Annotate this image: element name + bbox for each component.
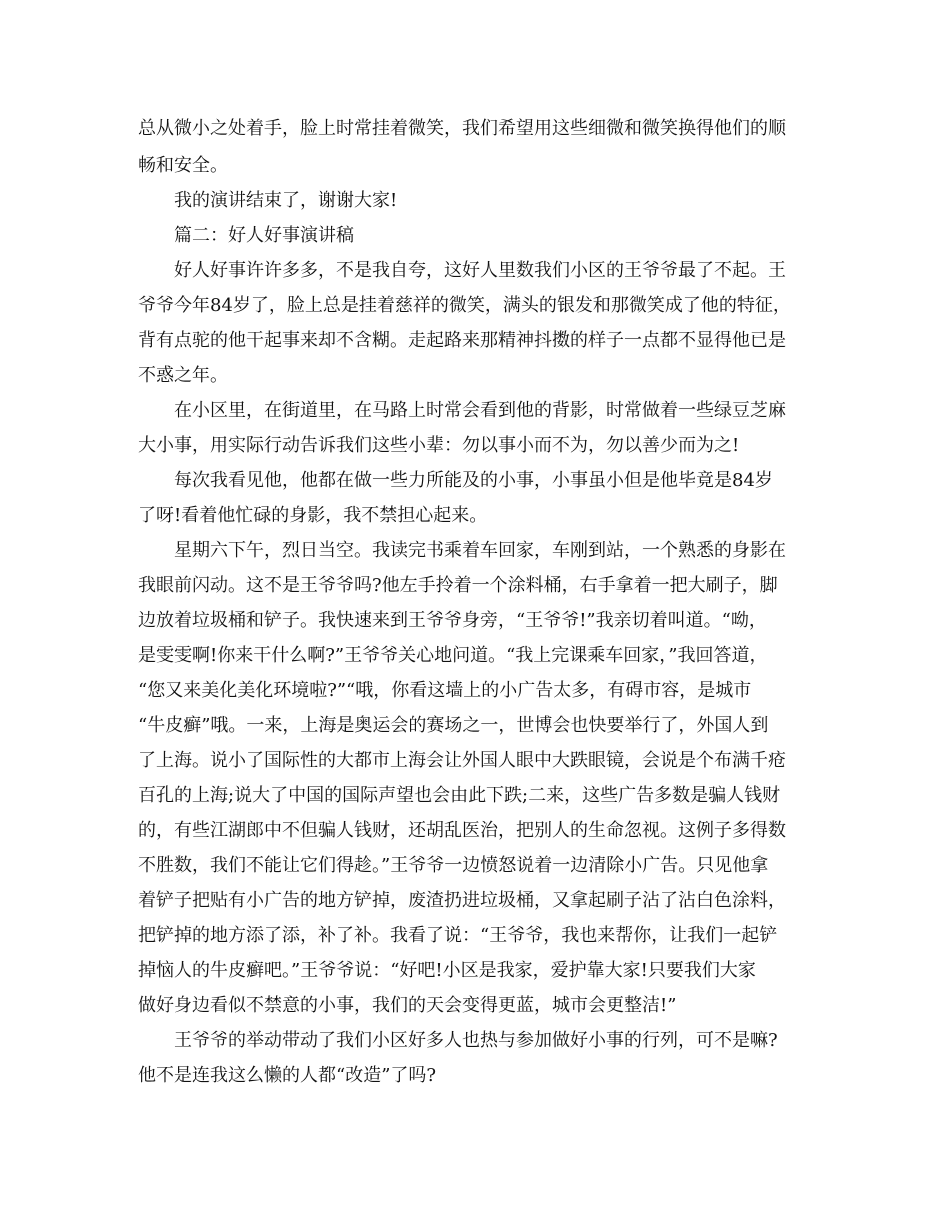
paragraph-line: 我的演讲结束了，谢谢大家! — [174, 190, 398, 211]
paragraph-line: 不胜数，我们不能让它们得趁。”王爷爷一边愤怒说着一边清除小广告。只见他拿 — [138, 855, 769, 876]
paragraph-line: 在小区里，在街道里，在马路上时常会看到他的背影，时常做着一些绿豆芝麻 — [174, 400, 786, 421]
paragraph-line: 总从微小之处着手，脸上时常挂着微笑，我们希望用这些细微和微笑换得他们的顺 — [138, 118, 786, 139]
paragraph-line: 大小事，用实际行动告诉我们这些小辈：勿以事小而不为，勿以善少而为之! — [138, 435, 740, 456]
paragraph-line: 背有点驼的他干起事来却不含糊。走起路来那精神抖擞的样子一点都不显得他已是 — [138, 330, 786, 351]
paragraph-line: 把铲掉的地方添了添，补了补。我看了说：“王爷爷，我也来帮你，让我们一起铲 — [138, 925, 778, 946]
paragraph-line: 我眼前闪动。这不是王爷爷吗?他左手拎着一个涂料桶，右手拿着一把大刷子，脚 — [138, 575, 778, 596]
paragraph-line: 爷爷今年84岁了，脸上总是挂着慈祥的微笑，满头的银发和那微笑成了他的特征， — [138, 295, 791, 316]
paragraph-line: “您又来美化美化环境啦?”“哦，你看这墙上的小广告太多，有碍市容，是城市 — [138, 680, 752, 701]
paragraph-line: 不惑之年。 — [138, 365, 228, 386]
paragraph-line: 的，有些江湖郎中不但骗人钱财，还胡乱医治，把别人的生命忽视。这例子多得数 — [138, 820, 786, 841]
paragraph-line: “牛皮癣”哦。一来，上海是奥运会的赛场之一，世博会也快要举行了，外国人到 — [138, 715, 769, 736]
paragraph-line: 好人好事许许多多，不是我自夸，这好人里数我们小区的王爷爷最了不起。王 — [174, 260, 786, 281]
paragraph-line: 了上海。说小了国际性的大都市上海会让外国人眼中大跌眼镜，会说是个布满千疮 — [138, 750, 786, 771]
paragraph-line: 是雯雯啊!你来干什么啊?”王爷爷关心地问道。“我上完课乘车回家，”我回答道， — [138, 645, 768, 666]
paragraph-line: 边放着垃圾桶和铲子。我快速来到王爷爷身旁，“王爷爷!”我亲切着叫道。“呦， — [138, 610, 767, 631]
paragraph-line: 每次我看见他，他都在做一些力所能及的小事，小事虽小但是他毕竟是84岁 — [174, 470, 773, 491]
paragraph-line: 畅和安全。 — [138, 155, 228, 176]
section-heading: 篇二：好人好事演讲稿 — [174, 225, 354, 246]
paragraph-line: 掉恼人的牛皮癣吧。”王爷爷说：“好吧!小区是我家，爱护靠大家!只要我们大家 — [138, 960, 756, 981]
paragraph-line: 了呀!看着他忙碌的身影，我不禁担心起来。 — [138, 505, 488, 526]
paragraph-line: 百孔的上海;说大了中国的国际声望也会由此下跌;二来，这些广告多数是骗人钱财 — [138, 785, 781, 806]
paragraph-line: 星期六下午，烈日当空。我读完书乘着车回家，车刚到站，一个熟悉的身影在 — [174, 540, 786, 561]
paragraph-line: 着铲子把贴有小广告的地方铲掉，废渣扔进垃圾桶，又拿起刷子沾了沾白色涂料， — [138, 890, 786, 911]
paragraph-line: 他不是连我这么懒的人都“改造”了吗? — [138, 1065, 437, 1086]
paragraph-line: 做好身边看似不禁意的小事，我们的天会变得更蓝，城市会更整洁!” — [138, 995, 677, 1016]
paragraph-line: 王爷爷的举动带动了我们小区好多人也热与参加做好小事的行列，可不是嘛? — [174, 1030, 778, 1051]
